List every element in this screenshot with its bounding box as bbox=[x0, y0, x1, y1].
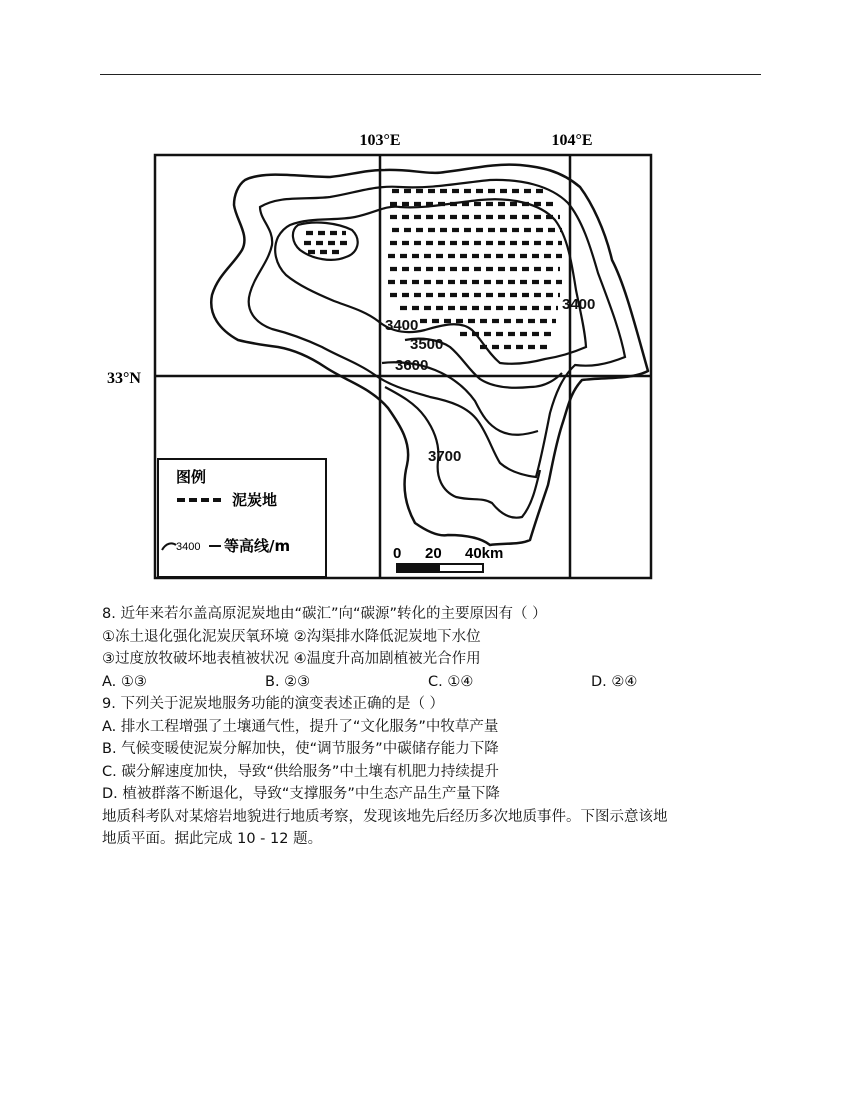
q8-option-a: A. ①③ bbox=[102, 673, 147, 690]
peatland-area-west bbox=[304, 233, 350, 252]
header-rule bbox=[100, 74, 761, 75]
scale-bar-fill bbox=[397, 564, 440, 572]
q9-stem: 9. 下列关于泥炭地服务功能的演变表述正确的是（ ） bbox=[102, 696, 445, 712]
peatland-map bbox=[100, 125, 670, 585]
q9-option-a: A. 排水工程增强了土壤通气性，提升了“文化服务”中牧草产量 bbox=[102, 718, 499, 735]
legend-peat-label: 泥炭地 bbox=[232, 491, 278, 509]
q8-option-c: C. ①④ bbox=[428, 673, 474, 690]
q8-statements-2: ③过度放牧破坏地表植被状况 ④温度升高加剧植被光合作用 bbox=[102, 651, 481, 667]
intro-line-1: 地质科考队对某熔岩地貌进行地质考察，发现该地先后经历多次地质事件。下图示意该地 bbox=[102, 808, 668, 825]
q8-option-b: B. ②③ bbox=[265, 673, 311, 690]
q8-stem: 8. 近年来若尔盖高原泥炭地由“碳汇”向“碳源”转化的主要原因有（ ） bbox=[102, 606, 547, 622]
q9-option-b: B. 气候变暖使泥炭分解加快，使“调节服务”中碳储存能力下降 bbox=[102, 741, 499, 757]
scale-tick-0: 0 bbox=[393, 545, 402, 562]
legend-title: 图例 bbox=[176, 468, 207, 486]
questions-block bbox=[102, 603, 767, 851]
contour-line bbox=[293, 223, 358, 260]
scale-tick-20: 20 bbox=[425, 545, 442, 562]
q8-statements-1: ①冻土退化强化泥炭厌氧环境 ②沟渠排水降低泥炭地下水位 bbox=[102, 628, 481, 645]
intro-line-2: 地质平面。据此完成 10 - 12 题。 bbox=[102, 831, 323, 847]
contour-label: 3700 bbox=[428, 448, 462, 465]
scale-tick-40: 40km bbox=[465, 545, 504, 562]
contour-label: 3600 bbox=[395, 357, 429, 374]
q9-option-d: D. 植被群落不断退化，导致“支撑服务”中生态产品生产量下降 bbox=[102, 786, 500, 802]
q8-options bbox=[102, 671, 767, 694]
q9-option-c: C. 碳分解速度加快，导致“供给服务”中土壤有机肥力持续提升 bbox=[102, 763, 499, 780]
lat-label-33: 33°N bbox=[107, 370, 141, 387]
contour-label: 3400 bbox=[562, 296, 596, 313]
contour-label: 3400 bbox=[385, 317, 419, 334]
lon-label-103: 103°E bbox=[359, 132, 401, 149]
contour-label: 3500 bbox=[410, 336, 444, 353]
legend-contour-label: 等高线/m bbox=[224, 537, 291, 555]
legend-contour-value: 3400 bbox=[176, 541, 201, 553]
q8-option-d: D. ②④ bbox=[591, 673, 638, 690]
lon-label-104: 104°E bbox=[551, 132, 593, 149]
